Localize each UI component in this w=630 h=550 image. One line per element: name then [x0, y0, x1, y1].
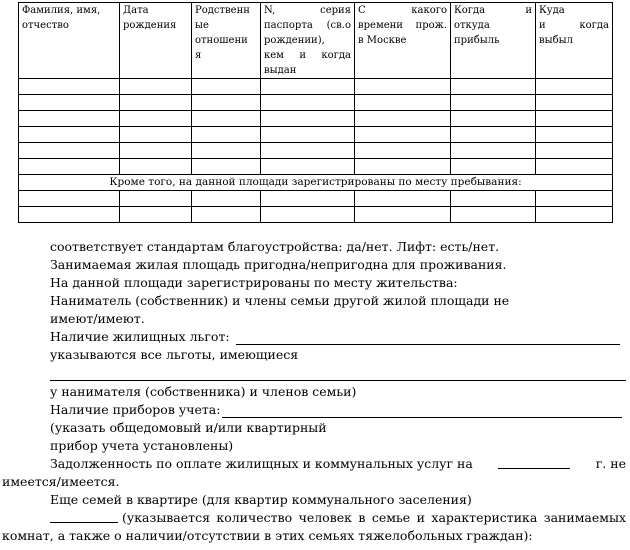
- header-passport: N, серия паспорта (св.о рождении), кем и когда выдан: [261, 3, 355, 79]
- registration-table: [18, 2, 613, 223]
- table-row: [19, 143, 613, 159]
- benefits-hint-1: указываются все льготы, имеющиеся: [50, 347, 299, 362]
- family-count-hint: (указывается количество человек в семье и характеристика занимаемых: [122, 510, 626, 525]
- benefits-blank-2[interactable]: [50, 380, 626, 381]
- other-housing-line: Наниматель (собственник) и члены семьи другой жилой площади не: [50, 293, 510, 308]
- debt-text: Задолженность по оплате жилищных и коммунальных услуг на: [50, 456, 473, 471]
- table-row: [19, 207, 613, 223]
- family-count-line: [50, 509, 626, 526]
- family-count-blank[interactable]: [50, 509, 118, 523]
- housing-benefits-label: Наличие жилищных льгот:: [50, 329, 230, 344]
- header-residence-since: С какого времени прож. в Москве: [355, 3, 451, 79]
- debt-date-blank[interactable]: [498, 455, 570, 469]
- table-header-row: [19, 3, 613, 79]
- habitability-line: Занимаемая жилая площадь пригодна/непригодна для проживания.: [50, 257, 507, 272]
- meters-hint-1: (указать общедомовый и/или квартирный: [50, 420, 327, 435]
- table-row: [19, 95, 613, 111]
- benefits-hint-2: у нанимателя (собственника) и членов семьи): [50, 384, 357, 399]
- table-row: [19, 79, 613, 95]
- header-relationship: Родственн ые отношени я: [192, 3, 261, 79]
- meters-blank[interactable]: [222, 417, 622, 418]
- rooms-line: комнат, а также о наличии/отсутствии в этих семьях тяжелобольных граждан):: [2, 528, 533, 543]
- temporary-registration-note: Кроме того, на данной площади зарегистрированы по месту пребывания:: [19, 175, 613, 191]
- debt-line: [50, 455, 626, 472]
- table-row: [19, 191, 613, 207]
- other-housing-answer: имеют/имеют.: [50, 311, 145, 326]
- meters-label: Наличие приборов учета:: [50, 402, 221, 417]
- header-birth-date: Дата рождения: [120, 3, 192, 79]
- header-full-name: Фамилия, имя, отчество: [19, 3, 120, 79]
- meters-hint-2: прибор учета установлены): [50, 438, 234, 453]
- table-row: [19, 127, 613, 143]
- header-departed: Куда и когда выбыл: [536, 3, 613, 79]
- debt-answer: имеется/имеется.: [2, 474, 120, 489]
- table-row: [19, 159, 613, 175]
- table-note-row: [19, 175, 613, 191]
- registered-residents-line: На данной площади зарегистрированы по месту жительства:: [50, 275, 458, 290]
- header-arrived: Когда и откуда прибыль: [451, 3, 536, 79]
- housing-benefits-blank[interactable]: [236, 344, 620, 345]
- other-families-line: Еще семей в квартире (для квартир коммунального заселения): [50, 492, 472, 507]
- debt-text-end: г. не: [595, 456, 626, 471]
- table-row: [19, 111, 613, 127]
- amenities-line: соответствует стандартам благоустройства: да/нет. Лифт: есть/нет.: [50, 239, 500, 254]
